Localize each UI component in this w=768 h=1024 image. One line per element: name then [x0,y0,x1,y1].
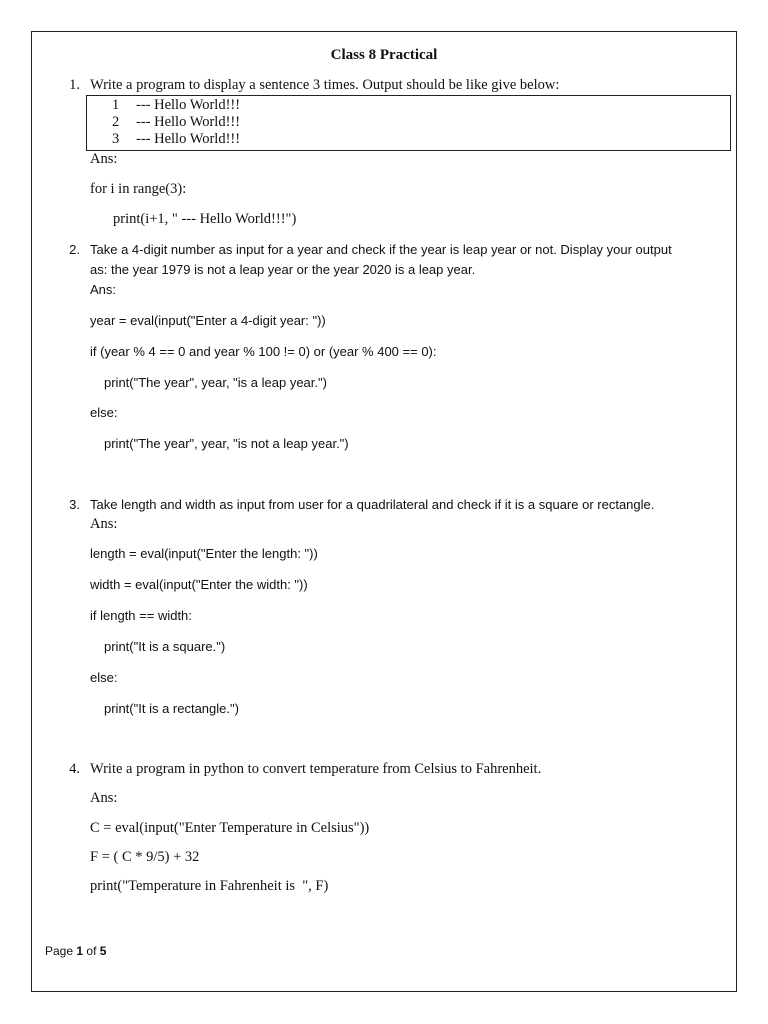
q4-code-line-1: C = eval(input("Enter Temperature in Celsius")) [90,820,370,836]
q2-code-line-1: year = eval(input("Enter a 4-digit year: ")) [90,313,326,328]
q3-code-line-5: else: [90,670,118,685]
q2-question-line-1: Take a 4-digit number as input for a year and check if the year is leap year or not. Display your output [90,242,672,257]
q1-output-num-2: 2 [112,114,120,130]
q1-output-num-1: 1 [112,97,120,113]
q4-code-line-2: F = ( C * 9/5) + 32 [90,849,200,865]
q3-ans-label: Ans: [90,516,118,532]
q3-code-line-3: if length == width: [90,608,192,623]
q1-code-line-1: for i in range(3): [90,181,187,197]
q3-number: 3. [69,497,80,512]
page-current: 1 [76,944,84,958]
q2-code-line-5: print("The year", year, "is not a leap year.") [104,436,349,451]
q3-code-line-4: print("It is a square.") [104,639,226,654]
q1-question: Write a program to display a sentence 3 times. Output should be like give below: [90,77,560,93]
q3-code-line-6: print("It is a rectangle.") [104,701,239,716]
q2-question-line-2: as: the year 1979 is not a leap year or the year 2020 is a leap year. [90,262,476,277]
document-title: Class 8 Practical [330,47,438,63]
q4-question: Write a program in python to convert temperature from Celsius to Fahrenheit. [90,761,542,777]
q3-question: Take length and width as input from user for a quadrilateral and check if it is a square or rectangle. [90,497,655,512]
q1-output-line-3: --- Hello World!!! [136,131,241,147]
q1-ans-label: Ans: [90,151,118,167]
q4-code-line-3: print("Temperature in Fahrenheit is ", F) [90,878,329,894]
page-number [45,944,106,958]
page-label: Page [45,944,74,958]
page-total: 5 [99,944,107,958]
q2-ans-label: Ans: [90,282,117,297]
q1-output-line-2: --- Hello World!!! [136,114,241,130]
q2-code-line-3: print("The year", year, "is a leap year.") [104,375,327,390]
q1-number: 1. [69,77,80,93]
q1-output-num-3: 3 [112,131,120,147]
q3-code-line-1: length = eval(input("Enter the length: ")) [90,546,318,561]
page-of-label: of [86,944,97,958]
q1-output-line-1: --- Hello World!!! [136,97,241,113]
q4-number: 4. [69,761,80,777]
q4-ans-label: Ans: [90,790,118,806]
q1-code-line-2: print(i+1, " --- Hello World!!!") [113,211,297,227]
q2-code-line-4: else: [90,405,118,420]
q2-number: 2. [69,242,80,257]
q2-code-line-2: if (year % 4 == 0 and year % 100 != 0) or (year % 400 == 0): [90,344,437,359]
q3-code-line-2: width = eval(input("Enter the width: ")) [90,577,308,592]
